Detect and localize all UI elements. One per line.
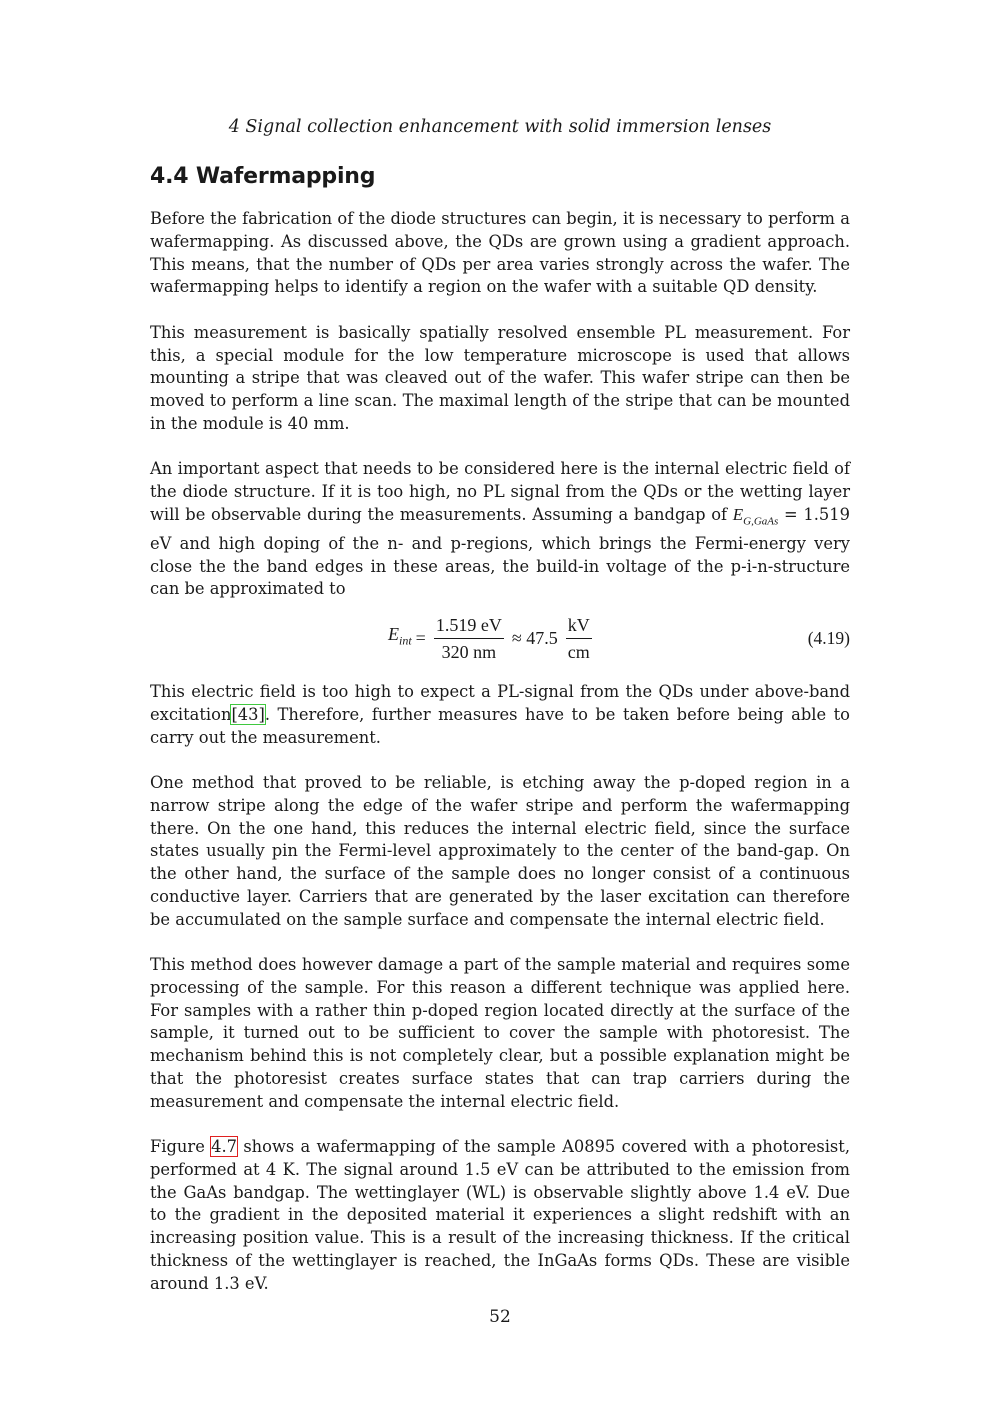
section-heading: 4.4 Wafermapping (150, 164, 376, 189)
paragraph-7 (150, 1136, 850, 1295)
running-header: 4 Signal collection enhancement with solid immersion lenses (228, 117, 772, 137)
equation-number: (4.19) (807, 627, 850, 648)
equation-fraction-2 (566, 614, 592, 663)
paragraph-7-text-a: Figure (150, 1137, 212, 1157)
equation-lhs-symbol: E (388, 624, 399, 645)
citation-link[interactable]: [43] (231, 704, 265, 724)
body-text (150, 208, 850, 1295)
paragraph-7-text-b: shows a wafermapping of the sample A0895 covered with a photoresist, performed at 4 K. The signal around 1.5 eV can be attributed to the emission from the GaAs bandgap. The wettinglayer (WL) is observable slightly above 1.4 eV. Due to the gradient in the deposited material it experiences a slight redshift with an increasing position value. This is a result of the increasing thickness. If the critical thickness of the wettinglayer is reached, the InGaAs forms QDs. These are visible around 1.3 eV. (150, 1137, 850, 1293)
equation-lhs-subscript: int (399, 634, 412, 649)
fraction-2-denominator: cm (567, 641, 590, 662)
fraction-1-numerator: 1.519 eV (434, 614, 504, 639)
paragraph-4 (150, 681, 850, 749)
equation-body (388, 605, 596, 671)
equation-fraction-1 (434, 614, 504, 663)
inline-math-symbol: E (732, 504, 744, 524)
page-number: 52 (489, 1307, 511, 1327)
inline-math-subscript: G,GaAs (743, 515, 779, 528)
fraction-1-denominator: 320 nm (441, 641, 497, 662)
fraction-2-numerator: kV (566, 614, 592, 639)
paragraph-2: This measurement is basically spatially resolved ensemble PL measurement. For this, a special module for the low temperature microscope is used that allows mounting a stripe that was cleaved out of the wafer. This wafer stripe can then be moved to perform a line scan. The maximal length of the stripe that can be mounted in the module is 40 mm. (150, 322, 850, 433)
equation-equals: = (415, 627, 426, 648)
figure-reference-link[interactable]: 4.7 (211, 1137, 238, 1157)
paragraph-1: Before the fabrication of the diode structures can begin, it is necessary to perform a wafermapping. As discussed above, the QDs are grown using a gradient approach. This means, that the number of QDs per area varies strongly across the wafer. The wafermapping helps to identify a region on the wafer with a suitable QD density. (150, 209, 850, 297)
inline-math-bandgap (732, 504, 779, 528)
paragraph-3-text-a: An important aspect that needs to be considered here is the internal electric field of the diode structure. If it is too high, no PL signal from the QDs or the wetting layer will be observable during the measurements. Assuming a bandgap of (150, 459, 850, 524)
paragraph-3 (150, 458, 850, 601)
inline-math-value: = 1.519 eV (150, 504, 850, 553)
equation-approx: ≈ 47.5 (511, 627, 558, 648)
equation-4-19 (150, 605, 850, 671)
paragraph-4-text-a: This electric field is too high to expect a PL-signal from the QDs under above-band excitation (150, 682, 850, 724)
paragraph-4-text-b: . Therefore, further measures have to be taken before being able to carry out the measurement. (150, 704, 850, 747)
paragraph-5: One method that proved to be reliable, is etching away the p-doped region in a narrow stripe along the edge of the wafer stripe and perform the wafermapping there. On the one hand, this reduces the internal electric field, since the surface states usually pin the Fermi-level approximately to the center of the band-gap. On the other hand, the surface of the sample does no longer consist of a continuous conductive layer. Carriers that are generated by the laser excitation can therefore be accumulated on the sample surface and compensate the internal electric field. (150, 773, 850, 929)
paragraph-6: This method does however damage a part of the sample material and requires some processing of the sample. For this reason a different technique was applied here. For samples with a rather thin p-doped region located directly at the surface of the sample, it turned out to be sufficient to cover the sample with photoresist. The mechanism behind this is not completely clear, but a possible explanation might be that the photoresist creates surface states that can trap carriers during the measurement and compensate the internal electric field. (150, 955, 850, 1111)
equation-lhs (388, 623, 412, 652)
paragraph-3-text-b: and high doping of the n- and p-regions, which brings the Fermi-energy very close the the band edges in these areas, the build-in voltage of the p-i-n-structure can be approximated to (150, 533, 850, 599)
